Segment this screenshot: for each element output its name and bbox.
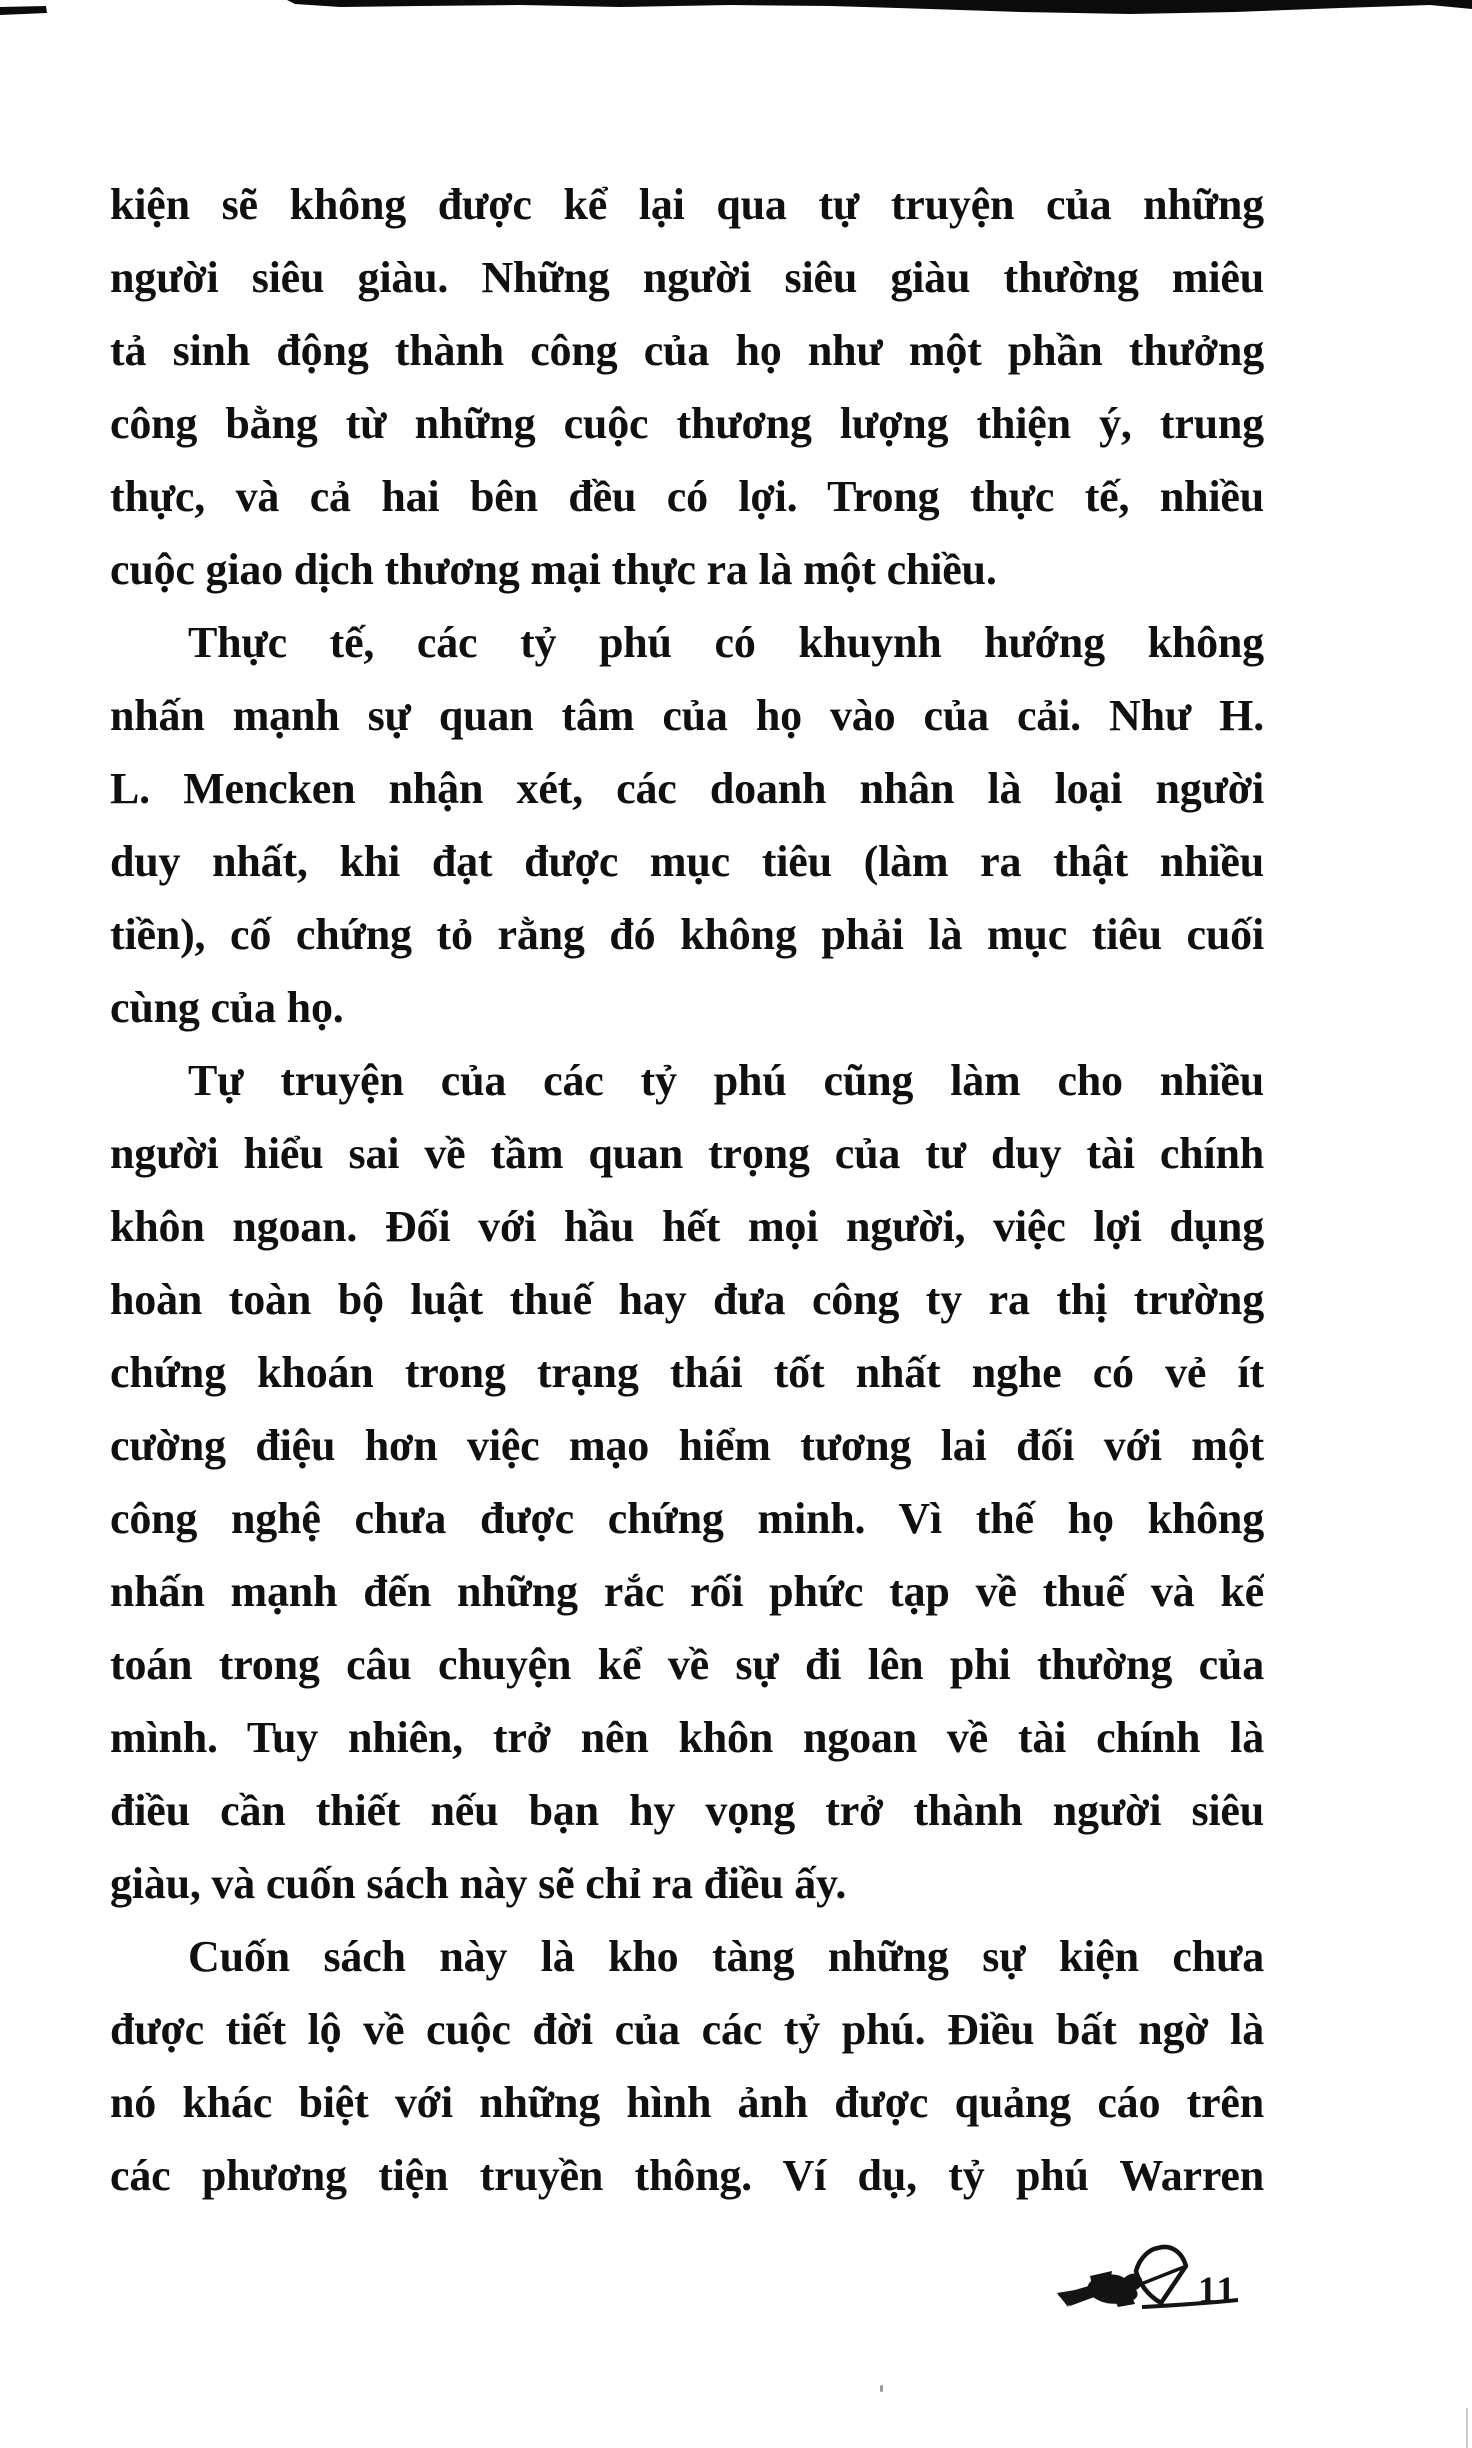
text-line: khôn ngoan. Đối với hầu hết mọi người, việc lợi dụng (110, 1202, 1264, 1251)
scan-edge-artifact (0, 0, 1472, 20)
text-line: Cuốn sách này là kho tàng những sự kiện chưa (188, 1932, 1264, 1981)
scan-edge-line (1466, 2408, 1468, 2448)
text-line: chứng khoán trong trạng thái tốt nhất nghe có vẻ ít (110, 1348, 1264, 1397)
page-number: 11 (1198, 2270, 1237, 2311)
text-line: nhấn mạnh đến những rắc rối phức tạp về thuế và kế (110, 1567, 1264, 1616)
text-line: điều cần thiết nếu bạn hy vọng trở thành người siêu (110, 1786, 1264, 1835)
text-line: tả sinh động thành công của họ như một phần thưởng (110, 326, 1264, 375)
text-line: công bằng từ những cuộc thương lượng thiện ý, trung (110, 399, 1264, 448)
text-line: L. Mencken nhận xét, các doanh nhân là loại người (110, 764, 1264, 813)
text-line: người hiểu sai về tầm quan trọng của tư duy tài chính (110, 1129, 1264, 1178)
text-line: cùng của họ. (110, 983, 344, 1032)
text-line: giàu, và cuốn sách này sẽ chỉ ra điều ấy. (110, 1859, 847, 1908)
text-line: thực, và cả hai bên đều có lợi. Trong thực tế, nhiều (110, 472, 1264, 521)
paragraph-1 (110, 168, 1264, 606)
paragraph-4 (110, 1920, 1264, 2212)
text-line: toán trong câu chuyện kể về sự đi lên phi thường của (110, 1640, 1264, 1689)
text-line: Thực tế, các tỷ phú có khuynh hướng không (188, 618, 1264, 667)
scan-speck (880, 2385, 883, 2392)
paragraph-2 (110, 606, 1264, 1044)
text-line: nó khác biệt với những hình ảnh được quảng cáo trên (110, 2078, 1264, 2127)
text-line: cường điệu hơn việc mạo hiểm tương lai đối với một (110, 1421, 1264, 1470)
text-line: được tiết lộ về cuộc đời của các tỷ phú. Điều bất ngờ là (110, 2005, 1264, 2054)
text-line: cuộc giao dịch thương mại thực ra là một chiều. (110, 545, 997, 594)
page-footer (1030, 2235, 1270, 2325)
text-line: kiện sẽ không được kể lại qua tự truyện của những (110, 180, 1264, 229)
paragraph-3 (110, 1044, 1264, 1920)
text-line: công nghệ chưa được chứng minh. Vì thế họ không (110, 1494, 1264, 1543)
text-line: hoàn toàn bộ luật thuế hay đưa công ty ra thị trường (110, 1275, 1264, 1324)
text-line: các phương tiện truyền thông. Ví dụ, tỷ phú Warren (110, 2151, 1264, 2200)
text-line: Tự truyện của các tỷ phú cũng làm cho nhiều (188, 1056, 1264, 1105)
text-line: mình. Tuy nhiên, trở nên khôn ngoan về tài chính là (110, 1713, 1264, 1762)
body-text (110, 168, 1264, 2212)
text-line: nhấn mạnh sự quan tâm của họ vào của cải. Như H. (110, 691, 1264, 740)
text-line: tiền), cố chứng tỏ rằng đó không phải là mục tiêu cuối (110, 910, 1264, 959)
text-line: người siêu giàu. Những người siêu giàu thường miêu (110, 253, 1264, 302)
text-line: duy nhất, khi đạt được mục tiêu (làm ra thật nhiều (110, 837, 1264, 886)
